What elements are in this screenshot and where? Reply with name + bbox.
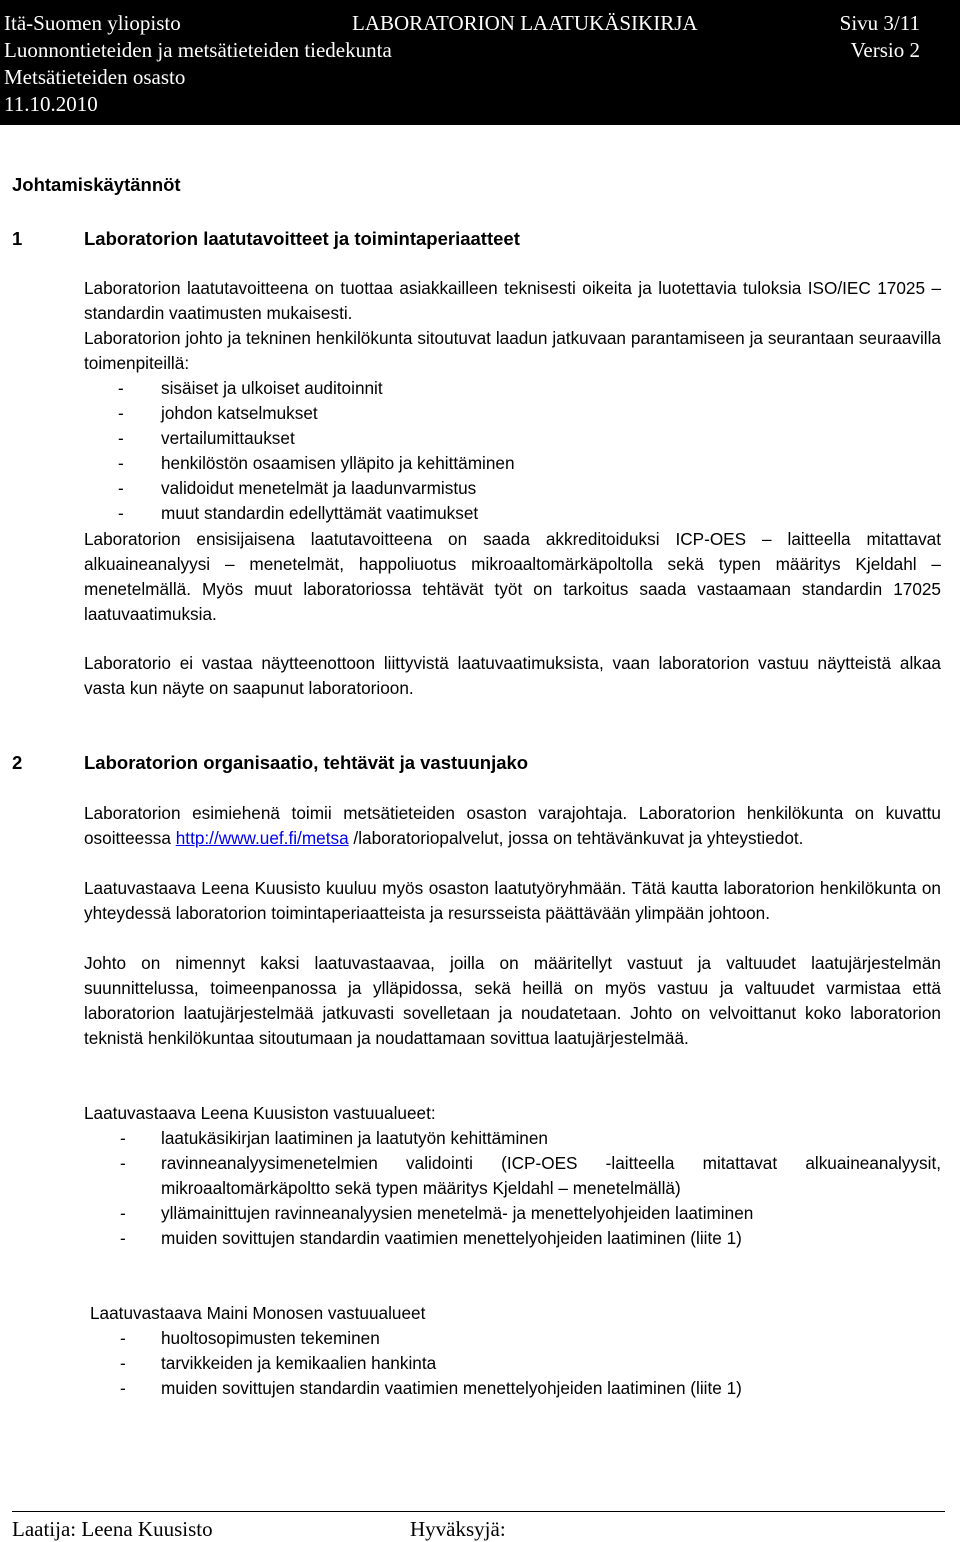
bullet-dash: - (118, 478, 124, 498)
section-1-paragraph-1: Laboratorion laatutavoitteena on tuottaa asiakkailleen teknisesti oikeita ja luotettavia tuloksia ISO/IEC 17025 – standardin vaatimusten mukaisesti. (84, 278, 941, 323)
section-2-title: Laboratorion organisaatio, tehtävät ja vastuunjako (84, 752, 529, 773)
list-item: - muut standardin edellyttämät vaatimukset (84, 501, 941, 526)
department-name: Metsätieteiden osasto (4, 65, 186, 89)
bullet-dash: - (118, 503, 124, 523)
page-number: Sivu 3/11 (839, 11, 920, 35)
responsibilities-1-title: Laatuvastaava Leena Kuusiston vastuualueet: (84, 1103, 436, 1123)
bullet-dash: - (118, 378, 124, 398)
footer-divider (12, 1511, 945, 1512)
page-header (0, 0, 960, 125)
section-1-paragraph-3: Laboratorion ensisijaisena laatutavoitteena on saada akkreditoiduksi ICP-OES – laitteella mitattavat alkuaineanalyysi – menetelmät, happoliuotus mikroaaltomärkäpoltolla sekä typen määritys Kjeldahl – menetelmällä. Myös muut laboratoriossa tehtävät työt on tarkoitus saada vastaamaan standardin 17025 laatuvaatimuksia. (84, 529, 941, 624)
footer-approver: Hyväksyjä: (410, 1517, 506, 1541)
responsibilities-2-title: Laatuvastaava Maini Monosen vastuualueet (90, 1303, 426, 1323)
section-2-paragraph-3: Johto on nimennyt kaksi laatuvastaavaa, joilla on määritellyt vastuut ja valtuudet laatujärjestelmän suunnittelussa, toimeenpanossa ja ylläpidossa, sekä heillä on myös vastuu ja valtuudet varmistaa että laboratorion laatujärjestelmää jatkuvasti sovelletaan ja noudatetaan. Johto on velvoittanut koko laboratorion teknistä henkilökuntaa sitoutumaan ja noudattamaan sovittua laatujärjestelmää. (84, 953, 941, 1048)
section-1-paragraph-4: Laboratorio ei vastaa näytteenottoon liittyvistä laatuvaatimuksista, vaan laboratorion vastuu näytteistä alkaa vasta kun näyte on saapunut laboratorioon. (84, 653, 941, 698)
responsibilities-1-list (84, 1126, 941, 1251)
bullet-dash: - (120, 1128, 126, 1148)
bullet-dash: - (120, 1153, 126, 1173)
university-name: Itä-Suomen yliopisto (4, 11, 181, 35)
list-item: - muiden sovittujen standardin vaatimien menettelyohjeiden laatiminen (liite 1) (84, 1376, 941, 1401)
section-2-paragraph-2: Laatuvastaava Leena Kuusisto kuuluu myös osaston laatutyöryhmään. Tätä kautta laboratorion henkilökunta on yhteydessä laboratorion toimintaperiaatteista ja resursseista päättävään ylimpään johtoon. (84, 878, 941, 923)
list-item: - henkilöstön osaamisen ylläpito ja kehittäminen (84, 451, 941, 476)
list-item: - johdon katselmukset (84, 401, 941, 426)
list-item: - sisäiset ja ulkoiset auditoinnit (84, 376, 941, 401)
list-item: - tarvikkeiden ja kemikaalien hankinta (84, 1351, 941, 1376)
list-item: - laatukäsikirjan laatiminen ja laatutyön kehittäminen (84, 1126, 941, 1151)
bullet-dash: - (120, 1328, 126, 1348)
document-title: LABORATORION LAATUKÄSIKIRJA (352, 11, 698, 35)
footer-author: Laatija: Leena Kuusisto (12, 1517, 213, 1541)
section-1-title: Laboratorion laatutavoitteet ja toimintaperiaatteet (84, 228, 520, 249)
bullet-dash: - (120, 1228, 126, 1248)
section-2-paragraph-1: Laboratorion esimiehenä toimii metsätieteiden osaston varajohtaja. Laboratorion henkilökunta on kuvattu osoitteessa http://www.uef.fi/metsa /laboratoriopalvelut, jossa on tehtävänkuvat ja yhteystiedot. (84, 803, 941, 848)
bullet-dash: - (118, 403, 124, 423)
responsibilities-2-list (84, 1326, 941, 1401)
section-2-number: 2 (12, 752, 23, 773)
bullet-dash: - (120, 1353, 126, 1373)
section-heading-johtamiskaytannot: Johtamiskäytännöt (12, 174, 181, 195)
document-version: Versio 2 (850, 38, 920, 62)
bullet-dash: - (120, 1203, 126, 1223)
bullet-dash: - (118, 428, 124, 448)
section-1-paragraph-2: Laboratorion johto ja tekninen henkilökunta sitoutuvat laadun jatkuvaan parantamiseen ja seurantaan seuraavilla toimenpiteillä: (84, 328, 941, 373)
list-item: - vertailumittaukset (84, 426, 941, 451)
bullet-dash: - (118, 453, 124, 473)
list-item: - huoltosopimusten tekeminen (84, 1326, 941, 1351)
measures-list (84, 376, 941, 526)
list-item: - yllämainittujen ravinneanalyysien menetelmä- ja menettelyohjeiden laatiminen (84, 1201, 941, 1226)
lab-staff-link[interactable]: http://www.uef.fi/metsa (175, 828, 349, 848)
document-date: 11.10.2010 (4, 92, 98, 116)
list-item: - validoidut menetelmät ja laadunvarmistus (84, 476, 941, 501)
section-1-number: 1 (12, 228, 23, 249)
list-item: - muiden sovittujen standardin vaatimien menettelyohjeiden laatiminen (liite 1) (84, 1226, 941, 1251)
list-item: - ravinneanalyysimenetelmien validointi (ICP-OES -laitteella mitattavat alkuaineanalyysit, mikroaaltomärkäpoltto sekä typen määritys Kjeldahl – menetelmällä) (84, 1151, 941, 1201)
faculty-name: Luonnontieteiden ja metsätieteiden tiedekunta (4, 38, 392, 62)
bullet-dash: - (120, 1378, 126, 1398)
